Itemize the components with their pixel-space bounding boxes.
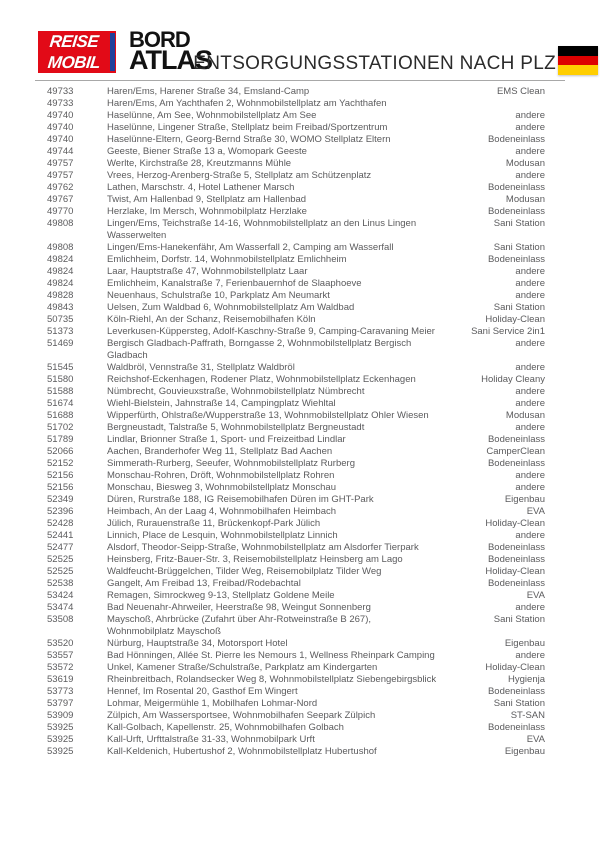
description-cell: Haselünne-Eltern, Georg-Bernd Straße 30, WOMO Stellplatz Eltern xyxy=(107,134,391,145)
table-row xyxy=(0,266,600,278)
plz-cell: 53508 xyxy=(47,614,74,625)
type-cell: andere xyxy=(515,338,545,349)
type-cell: Bodeneinlass xyxy=(487,578,545,589)
type-cell: Bodeneinlass xyxy=(487,686,545,697)
type-cell: Holiday Cleany xyxy=(481,374,545,385)
table-row xyxy=(0,362,600,374)
plz-cell: 53474 xyxy=(47,602,74,613)
description-cell: Hennef, Im Rosental 20, Gasthof Em Wingert xyxy=(107,686,298,697)
plz-cell: 52066 xyxy=(47,446,74,457)
table-row xyxy=(0,578,600,590)
table-row xyxy=(0,170,600,182)
type-cell: andere xyxy=(515,146,545,157)
flag-stripe-red xyxy=(558,56,598,66)
reisemobil-logo-text xyxy=(40,32,108,72)
table-row xyxy=(0,518,600,530)
table-row xyxy=(0,410,600,422)
type-cell: Holiday-Clean xyxy=(485,518,545,529)
type-cell: Bodeneinlass xyxy=(487,134,545,145)
table-row xyxy=(0,182,600,194)
type-cell: Bodeneinlass xyxy=(487,554,545,565)
description-cell: Bergneustadt, Talstraße 5, Wohnmobilstellplatz Bergneustadt xyxy=(107,422,365,433)
description-cell: Mayschoß, Ahrbrücke (Zufahrt über Ahr-Rotweinstraße B 267), Wohnmobilplatz Mayschoß xyxy=(107,614,371,637)
table-row xyxy=(0,566,600,578)
description-cell: Waldbröl, Vennstraße 31, Stellplatz Waldbröl xyxy=(107,362,295,373)
table-row xyxy=(0,302,600,314)
type-cell: andere xyxy=(515,278,545,289)
plz-cell: 51580 xyxy=(47,374,74,385)
plz-cell: 49808 xyxy=(47,242,74,253)
plz-cell: 49762 xyxy=(47,182,74,193)
table-row xyxy=(0,206,600,218)
bordatlas-logo-line2: ATLAS xyxy=(129,45,212,75)
type-cell: Sani Service 2in1 xyxy=(471,326,545,337)
plz-cell: 52156 xyxy=(47,482,74,493)
description-cell: Köln-Riehl, An der Schanz, Reisemobilhafen Köln xyxy=(107,314,316,325)
type-cell: EVA xyxy=(526,590,545,601)
plz-cell: 49757 xyxy=(47,158,74,169)
plz-cell: 49744 xyxy=(47,146,74,157)
table-row xyxy=(0,434,600,446)
type-cell: Sani Station xyxy=(493,614,545,625)
plz-cell: 53619 xyxy=(47,674,74,685)
plz-cell: 51688 xyxy=(47,410,74,421)
plz-cell: 49824 xyxy=(47,266,74,277)
table-row xyxy=(0,374,600,386)
description-cell: Haselünne, Lingener Straße, Stellplatz beim Freibad/Sportzentrum xyxy=(107,122,388,133)
reisemobil-logo xyxy=(38,31,116,73)
plz-cell: 50735 xyxy=(47,314,74,325)
description-cell: Alsdorf, Theodor-Seipp-Straße, Wohnmobilstellplatz am Alsdorfer Tierpark xyxy=(107,542,419,553)
description-cell: Neuenhaus, Schulstraße 10, Parkplatz Am Neumarkt xyxy=(107,290,330,301)
table-row xyxy=(0,326,600,338)
description-cell: Nürburg, Hauptstraße 34, Motorsport Hotel xyxy=(107,638,288,649)
description-cell: Vrees, Herzog-Arenberg-Straße 5, Stellplatz am Schützenplatz xyxy=(107,170,372,181)
description-cell: Werlte, Kirchstraße 28, Kreutzmanns Mühle xyxy=(107,158,292,169)
plz-cell: 49824 xyxy=(47,278,74,289)
description-cell: Aachen, Branderhofer Weg 11, Stellplatz Bad Aachen xyxy=(107,446,333,457)
type-cell: andere xyxy=(515,122,545,133)
plz-cell: 51588 xyxy=(47,386,74,397)
type-cell: ST-SAN xyxy=(510,710,545,721)
description-cell: Laar, Hauptstraße 47, Wohnmobilstellplatz Laar xyxy=(107,266,308,277)
table-row xyxy=(0,674,600,686)
reisemobil-logo-line2: MOBIL xyxy=(46,53,102,72)
type-cell: andere xyxy=(515,422,545,433)
description-cell: Heimbach, An der Laag 4, Wohnmobilhafen Heimbach xyxy=(107,506,337,517)
description-cell: Emlichheim, Kanalstraße 7, Ferienbauernhof de Slaaphoeve xyxy=(107,278,362,289)
description-cell: Kall-Keldenich, Hubertushof 2, Wohnmobilstellplatz Hubertushof xyxy=(107,746,377,757)
type-cell: CamperClean xyxy=(486,446,545,457)
type-cell: andere xyxy=(515,386,545,397)
plz-cell: 53773 xyxy=(47,686,74,697)
table-row xyxy=(0,638,600,650)
german-flag-icon xyxy=(558,46,598,75)
description-cell: Waldfeucht-Brüggelchen, Tilder Weg, Reisemobilplatz Tilder Weg xyxy=(107,566,382,577)
type-cell: Holiday-Clean xyxy=(485,662,545,673)
plz-cell: 51674 xyxy=(47,398,74,409)
plz-cell: 53520 xyxy=(47,638,74,649)
plz-cell: 52396 xyxy=(47,506,74,517)
description-cell: Geeste, Biener Straße 13 a, Womopark Geeste xyxy=(107,146,307,157)
description-cell: Linnich, Place de Lesquin, Wohnmobilstellplatz Linnich xyxy=(107,530,338,541)
plz-cell: 52477 xyxy=(47,542,74,553)
plz-cell: 53797 xyxy=(47,698,74,709)
description-cell: Simmerath-Rurberg, Seeufer, Wohnmobilstellplatz Rurberg xyxy=(107,458,355,469)
description-cell: Haselünne, Am See, Wohnmobilstellplatz Am See xyxy=(107,110,317,121)
description-cell: Uelsen, Zum Waldbad 6, Wohnmobilstellplatz Am Waldbad xyxy=(107,302,355,313)
description-cell: Lindlar, Brionner Straße 1, Sport- und Freizeitbad Lindlar xyxy=(107,434,346,445)
plz-cell: 53925 xyxy=(47,722,74,733)
type-cell: Sani Station xyxy=(493,242,545,253)
plz-cell: 51469 xyxy=(47,338,74,349)
type-cell: Sani Station xyxy=(493,698,545,709)
page-title: ENTSORGUNGSSTATIONEN NACH PLZ xyxy=(193,53,556,74)
plz-cell: 49828 xyxy=(47,290,74,301)
type-cell: andere xyxy=(515,110,545,121)
table-row xyxy=(0,242,600,254)
table-row xyxy=(0,614,600,638)
table-row xyxy=(0,530,600,542)
table-row xyxy=(0,734,600,746)
plz-cell: 52349 xyxy=(47,494,74,505)
plz-cell: 51702 xyxy=(47,422,74,433)
table-row xyxy=(0,506,600,518)
table-row xyxy=(0,458,600,470)
type-cell: Bodeneinlass xyxy=(487,206,545,217)
description-cell: Unkel, Kamener Straße/Schulstraße, Parkplatz am Kindergarten xyxy=(107,662,378,673)
type-cell: Hygienja xyxy=(508,674,545,685)
type-cell: Bodeneinlass xyxy=(487,722,545,733)
plz-cell: 49740 xyxy=(47,110,74,121)
type-cell: Bodeneinlass xyxy=(487,254,545,265)
description-cell: Haren/Ems, Am Yachthafen 2, Wohnmobilstellplatz am Yachthafen xyxy=(107,98,387,109)
type-cell: Modusan xyxy=(505,410,545,421)
plz-cell: 52525 xyxy=(47,566,74,577)
type-cell: andere xyxy=(515,530,545,541)
table-row xyxy=(0,398,600,410)
description-cell: Monschau, Biesweg 3, Wohnmobilstellplatz Monschau xyxy=(107,482,336,493)
type-cell: andere xyxy=(515,362,545,373)
description-cell: Monschau-Rohren, Dröft, Wohnmobilstellplatz Rohren xyxy=(107,470,335,481)
description-cell: Jülich, Rurauenstraße 11, Brückenkopf-Park Jülich xyxy=(107,518,321,529)
description-cell: Bad Neuenahr-Ahrweiler, Heerstraße 98, Weingut Sonnenberg xyxy=(107,602,371,613)
description-cell: Reichshof-Eckenhagen, Rodener Platz, Wohnmobilstellplatz Eckenhagen xyxy=(107,374,416,385)
table-row xyxy=(0,158,600,170)
plz-cell: 49740 xyxy=(47,122,74,133)
type-cell: Modusan xyxy=(505,158,545,169)
table-row xyxy=(0,650,600,662)
type-cell: andere xyxy=(515,470,545,481)
table-row xyxy=(0,554,600,566)
description-cell: Wiehl-Bielstein, Jahnstraße 14, Campingplatz Wiehltal xyxy=(107,398,336,409)
description-cell: Lohmar, Meigermühle 1, Mobilhafen Lohmar-Nord xyxy=(107,698,318,709)
plz-cell: 53557 xyxy=(47,650,74,661)
plz-cell: 49808 xyxy=(47,218,74,229)
table-row xyxy=(0,194,600,206)
plz-cell: 49767 xyxy=(47,194,74,205)
type-cell: andere xyxy=(515,650,545,661)
type-cell: EVA xyxy=(526,506,545,517)
type-cell: Sani Station xyxy=(493,218,545,229)
type-cell: Bodeneinlass xyxy=(487,458,545,469)
stations-table xyxy=(0,86,600,758)
plz-cell: 49824 xyxy=(47,254,74,265)
header-divider xyxy=(35,80,565,81)
table-row xyxy=(0,710,600,722)
plz-cell: 53572 xyxy=(47,662,74,673)
type-cell: Holiday-Clean xyxy=(485,314,545,325)
plz-cell: 51789 xyxy=(47,434,74,445)
description-cell: Remagen, Simrockweg 9-13, Stellplatz Goldene Meile xyxy=(107,590,335,601)
plz-cell: 52538 xyxy=(47,578,74,589)
plz-cell: 52525 xyxy=(47,554,74,565)
description-cell: Emlichheim, Dorfstr. 14, Wohnmobilstellplatz Emlichheim xyxy=(107,254,347,265)
description-cell: Haren/Ems, Harener Straße 34, Emsland-Camp xyxy=(107,86,310,97)
table-row xyxy=(0,98,600,110)
plz-cell: 51545 xyxy=(47,362,74,373)
type-cell: andere xyxy=(515,482,545,493)
description-cell: Lingen/Ems, Teichstraße 14-16, Wohnmobilstellplatz an den Linus Lingen Wasserwelten xyxy=(107,218,417,241)
plz-cell: 53925 xyxy=(47,746,74,757)
table-row xyxy=(0,482,600,494)
plz-cell: 52428 xyxy=(47,518,74,529)
table-row xyxy=(0,722,600,734)
description-cell: Lingen/Ems-Hanekenfähr, Am Wasserfall 2, Camping am Wasserfall xyxy=(107,242,394,253)
type-cell: Holiday-Clean xyxy=(485,566,545,577)
table-row xyxy=(0,278,600,290)
type-cell: Modusan xyxy=(505,194,545,205)
plz-cell: 53909 xyxy=(47,710,74,721)
table-row xyxy=(0,386,600,398)
type-cell: EVA xyxy=(526,734,545,745)
description-cell: Lathen, Marschstr. 4, Hotel Lathener Marsch xyxy=(107,182,295,193)
table-row xyxy=(0,446,600,458)
table-row xyxy=(0,134,600,146)
description-cell: Kall-Golbach, Kapellenstr. 25, Wohnmobilhafen Golbach xyxy=(107,722,344,733)
description-cell: Zülpich, Am Wassersportsee, Wohnmobilhafen Seepark Zülpich xyxy=(107,710,376,721)
plz-cell: 49740 xyxy=(47,134,74,145)
table-row xyxy=(0,254,600,266)
table-row xyxy=(0,290,600,302)
plz-cell: 53424 xyxy=(47,590,74,601)
description-cell: Wipperfürth, Ohlstraße/Wupperstraße 13, Wohnmobilstellplatz Ohler Wiesen xyxy=(107,410,429,421)
table-row xyxy=(0,218,600,242)
table-row xyxy=(0,686,600,698)
flag-stripe-black xyxy=(558,46,598,56)
table-row xyxy=(0,590,600,602)
plz-cell: 49733 xyxy=(47,98,74,109)
description-cell: Kall-Urft, Urfttalstraße 31-33, Wohnmobilpark Urft xyxy=(107,734,315,745)
table-row xyxy=(0,86,600,98)
plz-cell: 49733 xyxy=(47,86,74,97)
description-cell: Düren, Rurstraße 188, IG Reisemobilhafen Düren im GHT-Park xyxy=(107,494,374,505)
type-cell: Bodeneinlass xyxy=(487,542,545,553)
type-cell: Sani Station xyxy=(493,302,545,313)
type-cell: EMS Clean xyxy=(496,86,545,97)
table-row xyxy=(0,470,600,482)
plz-cell: 52156 xyxy=(47,470,74,481)
flag-stripe-gold xyxy=(558,65,598,75)
type-cell: andere xyxy=(515,398,545,409)
type-cell: andere xyxy=(515,602,545,613)
description-cell: Leverkusen-Küppersteg, Adolf-Kaschny-Straße 9, Camping-Caravaning Meier xyxy=(107,326,435,337)
description-cell: Bad Hönningen, Allée St. Pierre les Nemours 1, Wellness Rheinpark Camping xyxy=(107,650,435,661)
type-cell: andere xyxy=(515,170,545,181)
description-cell: Bergisch Gladbach-Paffrath, Borngasse 2, Wohnmobilstellplatz Bergisch Gladbach xyxy=(107,338,412,361)
table-row xyxy=(0,542,600,554)
table-row xyxy=(0,746,600,758)
plz-cell: 49843 xyxy=(47,302,74,313)
table-row xyxy=(0,602,600,614)
table-row xyxy=(0,110,600,122)
type-cell: Eigenbau xyxy=(504,746,545,757)
table-row xyxy=(0,494,600,506)
description-cell: Rheinbreitbach, Rolandsecker Weg 8, Wohnmobilstellplatz Siebengebirgsblick xyxy=(107,674,437,685)
description-cell: Heinsberg, Fritz-Bauer-Str. 3, Reisemobilstellplatz Heinsberg am Lago xyxy=(107,554,403,565)
table-row xyxy=(0,146,600,158)
plz-cell: 49770 xyxy=(47,206,74,217)
type-cell: Eigenbau xyxy=(504,638,545,649)
type-cell: andere xyxy=(515,290,545,301)
description-cell: Twist, Am Hallenbad 9, Stellplatz am Hallenbad xyxy=(107,194,307,205)
description-cell: Nümbrecht, Gouvieuxstraße, Wohnmobilstellplatz Nümbrecht xyxy=(107,386,365,397)
plz-cell: 49757 xyxy=(47,170,74,181)
table-row xyxy=(0,314,600,326)
table-row xyxy=(0,122,600,134)
table-row xyxy=(0,422,600,434)
plz-cell: 52152 xyxy=(47,458,74,469)
table-row xyxy=(0,698,600,710)
reisemobil-logo-blue-strip xyxy=(110,33,115,71)
description-cell: Herzlake, Im Mersch, Wohnmobilplatz Herzlake xyxy=(107,206,307,217)
plz-cell: 52441 xyxy=(47,530,74,541)
bordatlas-logo-line1: BORD xyxy=(129,27,190,52)
type-cell: andere xyxy=(515,266,545,277)
description-cell: Gangelt, Am Freibad 13, Freibad/Rodebachtal xyxy=(107,578,301,589)
table-row xyxy=(0,338,600,362)
type-cell: Bodeneinlass xyxy=(487,434,545,445)
type-cell: Bodeneinlass xyxy=(487,182,545,193)
reisemobil-logo-line1: REISE xyxy=(48,32,100,51)
table-row xyxy=(0,662,600,674)
plz-cell: 53925 xyxy=(47,734,74,745)
plz-cell: 51373 xyxy=(47,326,74,337)
type-cell: Eigenbau xyxy=(504,494,545,505)
